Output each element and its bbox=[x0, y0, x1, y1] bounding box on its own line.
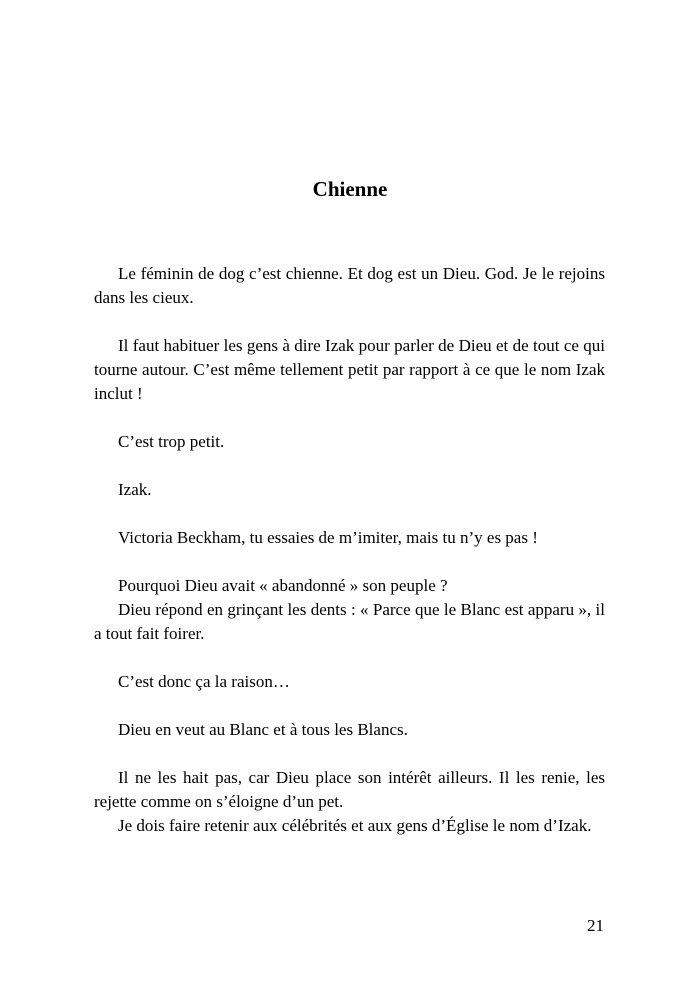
chapter-body bbox=[94, 262, 605, 838]
paragraph: Le féminin de dog c’est chienne. Et dog est un Dieu. God. Je le rejoins dans les cieux. bbox=[94, 264, 605, 307]
paragraph: C’est trop petit. bbox=[118, 432, 225, 451]
paragraph: Dieu en veut au Blanc et à tous les Blancs. bbox=[118, 720, 408, 739]
paragraph: Izak. bbox=[118, 480, 152, 499]
page-number: 21 bbox=[587, 916, 604, 935]
chapter-title: Chienne bbox=[312, 177, 388, 201]
paragraph: Dieu répond en grinçant les dents : « Parce que le Blanc est apparu », il a tout fait foirer. bbox=[94, 600, 605, 643]
paragraph: C’est donc ça la raison… bbox=[118, 672, 290, 691]
paragraph: Il ne les hait pas, car Dieu place son intérêt ailleurs. Il les renie, les rejette comme on s’éloigne d’un pet. bbox=[94, 768, 605, 811]
paragraph: Il faut habituer les gens à dire Izak pour parler de Dieu et de tout ce qui tourne autour. C’est même tellement petit par rapport à ce que le nom Izak inclut ! bbox=[94, 336, 605, 403]
paragraph: Pourquoi Dieu avait « abandonné » son peuple ? bbox=[118, 576, 448, 595]
paragraph: Je dois faire retenir aux célébrités et aux gens d’Église le nom d’Izak. bbox=[118, 816, 592, 835]
paragraph: Victoria Beckham, tu essaies de m’imiter, mais tu n’y es pas ! bbox=[118, 528, 538, 547]
